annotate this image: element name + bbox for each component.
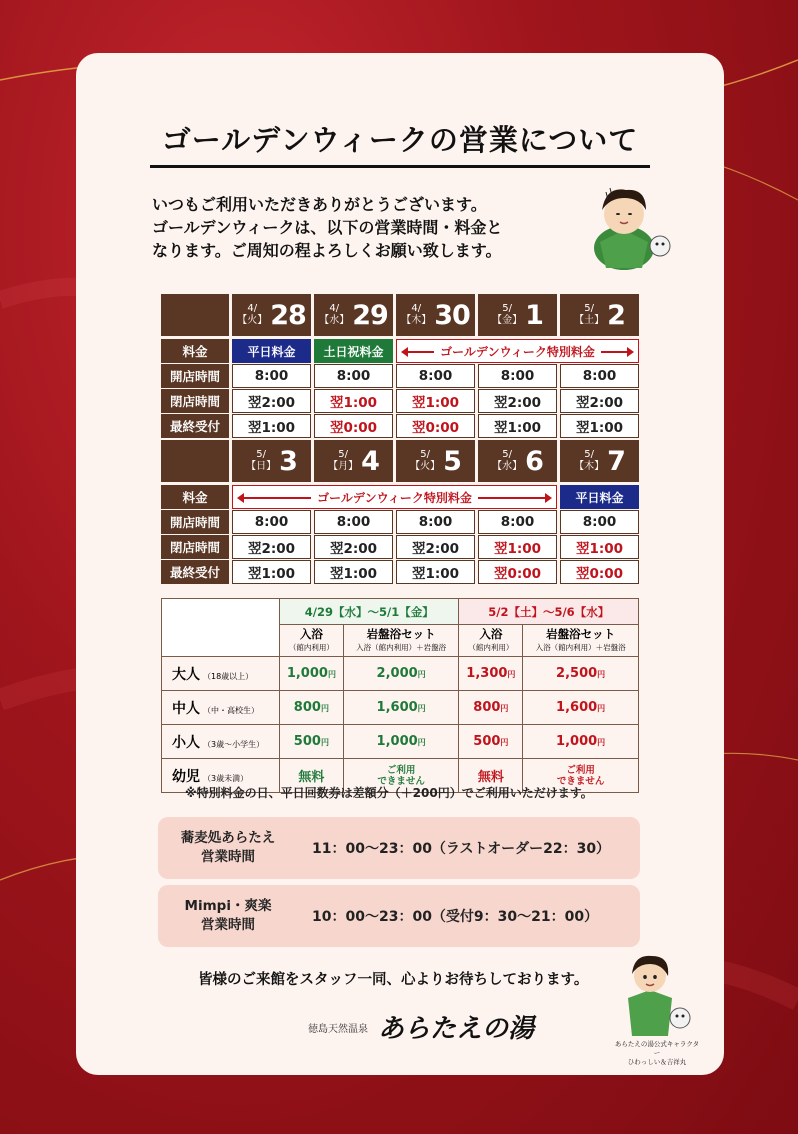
brand-logo: あらたえの湯 [378, 1014, 535, 1044]
time-cell: 翌1:00 [232, 414, 311, 438]
yen-unit: 円 [417, 670, 426, 679]
price-value: 500 [293, 734, 321, 749]
date-month: 5/ [420, 449, 430, 460]
time-cell: 8:00 [478, 510, 557, 534]
price-value: 800 [293, 700, 321, 715]
close-label: 閉店時間 [161, 535, 229, 559]
yen-unit: 円 [507, 670, 516, 679]
price-cell [459, 725, 523, 759]
date-cell [396, 440, 475, 482]
time-cell: 8:00 [560, 510, 639, 534]
date-month: 4/ [329, 303, 340, 314]
time-cell: 8:00 [396, 364, 475, 388]
row-note: （中・高校生） [203, 705, 259, 715]
box-label-line: 蕎麦処あらたえ [180, 830, 276, 846]
character-caption [612, 1040, 702, 1067]
date-cell [314, 440, 393, 482]
date-day: 4 [361, 445, 379, 477]
week2-close-row [161, 535, 639, 559]
date-dow: 【金】 [492, 315, 523, 326]
price-value: 1,000 [376, 734, 418, 749]
last-label: 最終受付 [161, 414, 229, 438]
price-cell [280, 725, 344, 759]
col-set [343, 625, 459, 657]
price-value: 500 [473, 734, 501, 749]
box-label-line: Mimpi・爽楽 [184, 898, 272, 914]
yen-unit: 円 [320, 704, 329, 713]
week1-open-row [161, 364, 639, 388]
open-label: 開店時間 [161, 364, 229, 388]
date-month: 5/ [256, 449, 266, 460]
time-cell: 8:00 [560, 364, 639, 388]
col-bath [280, 625, 344, 657]
time-cell: 翌2:00 [396, 535, 475, 559]
time-cell: 翌1:00 [314, 560, 393, 584]
close-label: 閉店時間 [161, 389, 229, 413]
mascot-illustration [612, 952, 698, 1038]
row-name: 幼児 [172, 768, 200, 785]
col-bath-sub: （館内利用） [468, 642, 514, 652]
yen-unit: 円 [597, 738, 606, 747]
brand-subtitle: 徳島天然温泉 [308, 1024, 368, 1035]
box-label-line: 営業時間 [201, 917, 255, 933]
date-cell [478, 294, 557, 336]
time-cell: 8:00 [396, 510, 475, 534]
price-cell [343, 691, 459, 725]
date-dow: 【土】 [574, 315, 605, 326]
price-table [161, 598, 639, 793]
corner-cell [161, 294, 229, 336]
date-dow: 【月】 [328, 461, 359, 472]
week2-last-row [161, 560, 639, 584]
period-a-header: 4/29【水】～5/1【金】 [280, 599, 459, 625]
time-cell: 翌1:00 [396, 389, 475, 413]
date-dow: 【日】 [246, 461, 277, 472]
price-value: 1,600 [376, 700, 418, 715]
row-name: 大人 [172, 666, 200, 683]
price-cell [459, 657, 523, 691]
col-bath [459, 625, 523, 657]
date-day: 28 [270, 299, 306, 331]
date-dow: 【木】 [574, 461, 605, 472]
price-cell [280, 691, 344, 725]
date-cell [396, 294, 475, 336]
mascot-illustration [582, 180, 680, 272]
date-month: 5/ [584, 449, 594, 460]
last-label: 最終受付 [161, 560, 229, 584]
time-cell: 翌2:00 [314, 535, 393, 559]
price-free: 無料 [459, 759, 523, 793]
unavailable-line: ご利用 [566, 764, 595, 776]
date-dow: 【木】 [401, 315, 432, 326]
week2-date-row [161, 440, 639, 482]
caption-line: あらたえの湯公式キャラクター [614, 1040, 700, 1057]
yen-unit: 円 [417, 704, 426, 713]
time-cell: 翌2:00 [232, 535, 311, 559]
week1-date-row [161, 294, 639, 336]
date-day: 7 [607, 445, 625, 477]
price-cell [523, 725, 639, 759]
caption-line: ひわっしい＆吉祥丸 [627, 1058, 687, 1066]
price-cell [459, 691, 523, 725]
date-dow: 【水】 [492, 461, 523, 472]
date-cell [314, 294, 393, 336]
time-cell: 翌1:00 [478, 414, 557, 438]
time-cell: 8:00 [478, 364, 557, 388]
week1-last-row [161, 414, 639, 438]
time-cell: 翌2:00 [232, 389, 311, 413]
date-day: 5 [443, 445, 461, 477]
fee-special-label: ゴールデンウィーク特別料金 [434, 343, 601, 360]
col-bath-label: 入浴 [479, 626, 503, 641]
time-cell: 翌0:00 [560, 560, 639, 584]
price-cell [523, 657, 639, 691]
unavailable-line: できません [556, 775, 605, 787]
date-cell [560, 294, 639, 336]
time-cell: 翌2:00 [478, 389, 557, 413]
time-cell: 8:00 [314, 510, 393, 534]
date-month: 5/ [502, 449, 512, 460]
col-set-sub: 入浴（館内利用）＋岩盤浴 [535, 642, 626, 652]
date-dow: 【火】 [237, 315, 268, 326]
fee-holiday-badge: 土日祝料金 [314, 339, 393, 363]
price-row [162, 725, 639, 759]
price-value: 1,300 [466, 666, 508, 681]
price-value: 800 [473, 700, 501, 715]
fee-weekday-badge: 平日料金 [232, 339, 311, 363]
period-b-header: 5/2【土】～5/6【水】 [459, 599, 639, 625]
date-month: 4/ [411, 303, 422, 314]
row-name: 中人 [172, 700, 200, 717]
date-cell [560, 440, 639, 482]
price-value: 2,000 [376, 666, 418, 681]
fee-special-span [396, 339, 639, 363]
time-cell: 翌1:00 [560, 535, 639, 559]
row-label [162, 691, 280, 725]
time-cell: 8:00 [314, 364, 393, 388]
date-day: 2 [607, 299, 625, 331]
date-day: 6 [525, 445, 543, 477]
time-cell: 翌1:00 [560, 414, 639, 438]
date-cell [232, 440, 311, 482]
date-month: 4/ [247, 303, 258, 314]
fee-special-label: ゴールデンウィーク特別料金 [311, 489, 478, 506]
price-period-row [162, 599, 639, 625]
row-label [162, 725, 280, 759]
box-value: 11：00～23：00（ラストオーダー22：30） [312, 841, 611, 857]
price-value: 1,000 [286, 666, 328, 681]
time-cell: 翌0:00 [478, 560, 557, 584]
col-set [523, 625, 639, 657]
price-free: 無料 [280, 759, 344, 793]
time-cell: 翌2:00 [560, 389, 639, 413]
schedule-grid [161, 294, 639, 585]
price-cell [280, 657, 344, 691]
price-row [162, 691, 639, 725]
time-cell: 翌1:00 [232, 560, 311, 584]
col-set-label: 岩盤浴セット [546, 626, 616, 641]
fee-weekday-badge: 平日料金 [560, 485, 639, 509]
yen-unit: 円 [597, 670, 606, 679]
box-label [158, 829, 298, 867]
col-set-label: 岩盤浴セット [366, 626, 436, 641]
fee-label: 料金 [161, 339, 229, 363]
date-day: 3 [279, 445, 297, 477]
price-row [162, 657, 639, 691]
page-title: ゴールデンウィークの営業について [150, 118, 650, 168]
soba-hours-box [158, 817, 640, 879]
box-label-line: 営業時間 [201, 849, 255, 865]
date-dow: 【水】 [319, 315, 350, 326]
price-value: 1,000 [556, 734, 598, 749]
special-fee-note: ※特別料金の日、平日回数券は差額分（＋200円）でご利用いただけます。 [185, 786, 593, 800]
unavailable-line: ご利用 [386, 764, 416, 776]
col-set-sub: 入浴（館内利用）＋岩盤浴 [356, 642, 447, 652]
box-label [158, 897, 298, 935]
time-cell: 翌0:00 [396, 414, 475, 438]
intro-line: なります。ご周知の程よろしくお願い致します。 [152, 241, 502, 260]
date-month: 5/ [502, 303, 512, 314]
price-cell [343, 725, 459, 759]
open-label: 開店時間 [161, 510, 229, 534]
date-month: 5/ [338, 449, 348, 460]
row-note: （18歳以上） [203, 671, 254, 681]
date-dow: 【火】 [410, 461, 441, 472]
yen-unit: 円 [417, 738, 426, 747]
date-day: 30 [434, 299, 470, 331]
yen-unit: 円 [500, 738, 509, 747]
price-cell [343, 657, 459, 691]
time-cell: 翌0:00 [314, 414, 393, 438]
fee-special-span [232, 485, 557, 509]
row-name: 小人 [172, 734, 200, 751]
row-note: （3歳未満） [203, 773, 249, 783]
week2-open-row [161, 510, 639, 534]
row-label [162, 657, 280, 691]
week1-fee-row [161, 339, 639, 363]
price-value: 1,600 [556, 700, 598, 715]
time-cell: 翌1:00 [396, 560, 475, 584]
date-cell [478, 440, 557, 482]
footer-message: 皆様のご来館をスタッフ一同、心よりお待ちしております。 [198, 972, 589, 988]
yen-unit: 円 [327, 670, 336, 679]
col-bath-label: 入浴 [299, 626, 323, 641]
week2-fee-row [161, 485, 639, 509]
time-cell: 8:00 [232, 364, 311, 388]
corner-cell [161, 440, 229, 482]
col-bath-sub: （館内利用） [288, 642, 334, 652]
time-cell: 翌1:00 [478, 535, 557, 559]
mimpi-hours-box [158, 885, 640, 947]
box-value: 10：00～23：00（受付9：30～21：00） [312, 909, 599, 925]
row-note: （3歳～小学生） [203, 739, 265, 749]
date-day: 29 [352, 299, 388, 331]
week1-close-row [161, 389, 639, 413]
price-cell [523, 691, 639, 725]
yen-unit: 円 [320, 738, 329, 747]
time-cell: 8:00 [232, 510, 311, 534]
yen-unit: 円 [500, 704, 509, 713]
date-cell [232, 294, 311, 336]
intro-text [152, 193, 572, 262]
intro-line: いつもご利用いただきありがとうございます。 [152, 195, 487, 214]
yen-unit: 円 [597, 704, 606, 713]
fee-label: 料金 [161, 485, 229, 509]
date-month: 5/ [584, 303, 594, 314]
time-cell: 翌1:00 [314, 389, 393, 413]
corner-cell [162, 599, 280, 657]
price-value: 2,500 [556, 666, 598, 681]
intro-line: ゴールデンウィークは、以下の営業時間・料金と [152, 218, 503, 237]
unavailable-line: できません [377, 775, 425, 787]
date-day: 1 [525, 299, 543, 331]
